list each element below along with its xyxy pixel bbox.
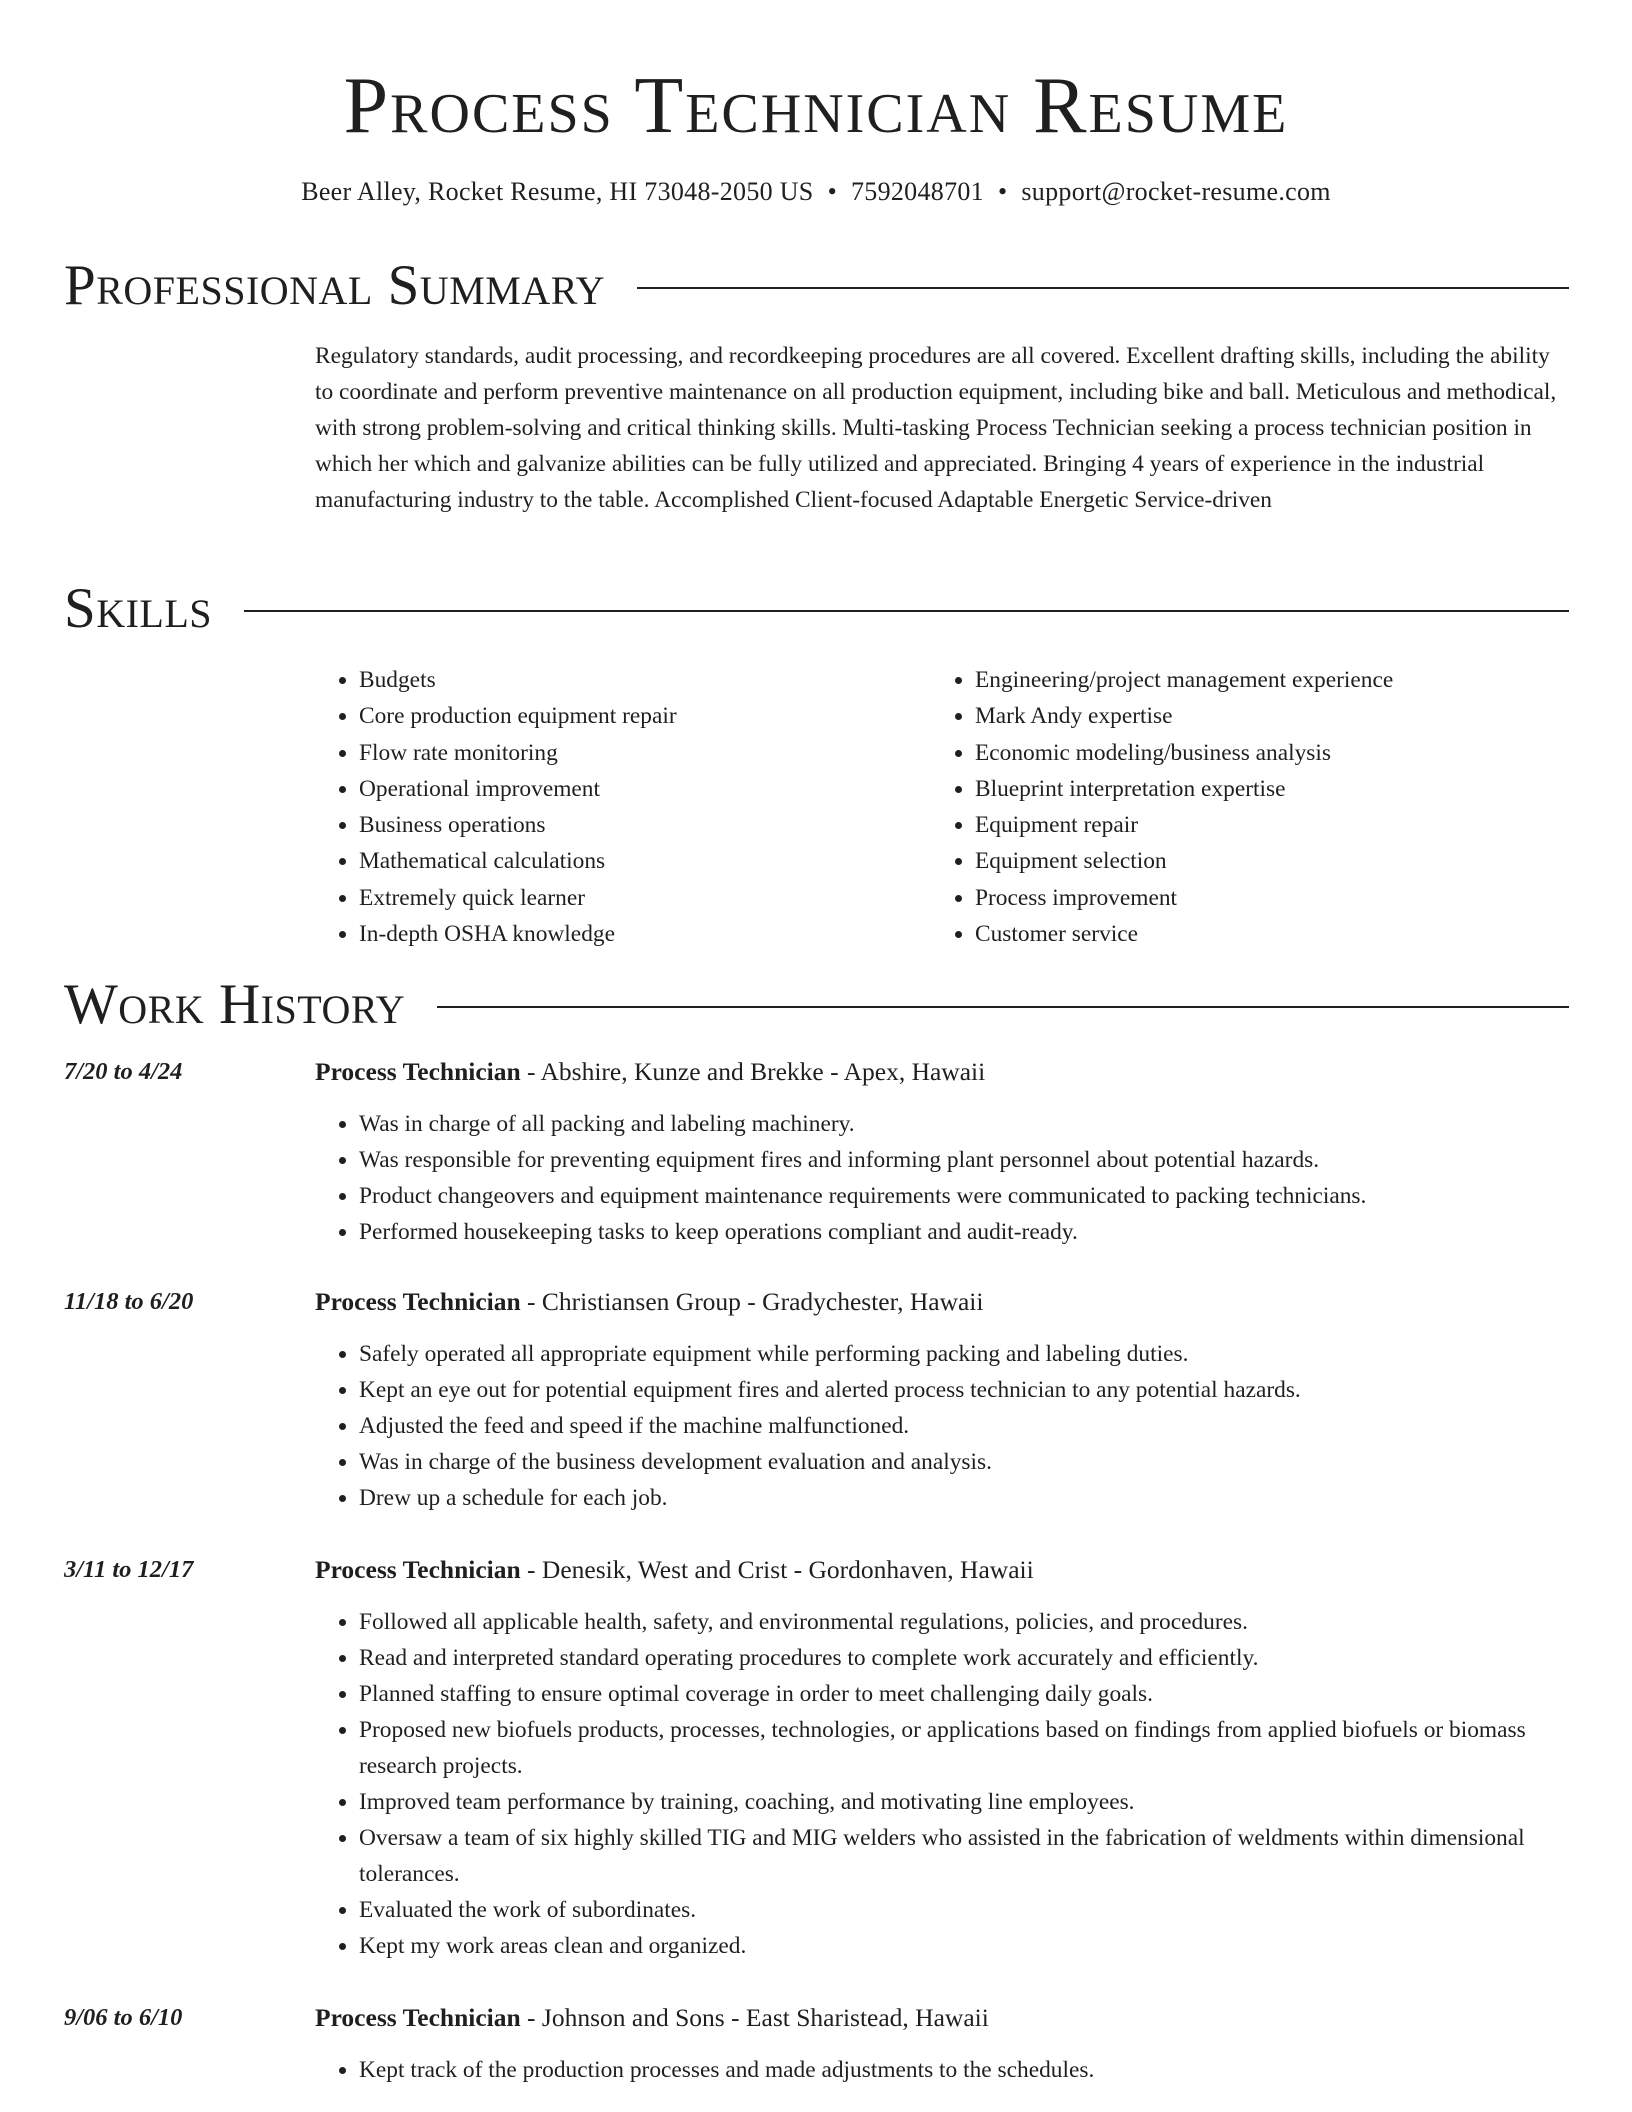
skill-item: • Budgets <box>359 662 931 698</box>
job-employer: - Johnson and Sons - East Sharistead, Hawaii <box>520 2003 989 2032</box>
job-role: Process Technician <box>315 1555 521 1584</box>
job-dates: 3/11 to 12/17 <box>64 1556 194 1583</box>
job-employer: - Denesik, West and Crist - Gordonhaven, Hawaii <box>520 1555 1034 1584</box>
contact-separator: • <box>997 177 1008 206</box>
job-duty: • Safely operated all appropriate equipment while performing packing and labeling duties. <box>359 1336 1567 1372</box>
work-section-header <box>64 973 1569 1037</box>
skill-item: • Engineering/project management experience <box>975 662 1547 698</box>
job-dates: 11/18 to 6/20 <box>64 1288 194 1315</box>
job-heading <box>315 1054 985 1090</box>
job-duty: • Was in charge of the business development evaluation and analysis. <box>359 1444 1567 1480</box>
job-duty: • Adjusted the feed and speed if the machine malfunctioned. <box>359 1408 1567 1444</box>
contact-address: Beer Alley, Rocket Resume, HI 73048-2050 US <box>301 177 814 206</box>
job-duty: • Drew up a schedule for each job. <box>359 1480 1567 1516</box>
resume-title: Process Technician Resume <box>343 62 1289 150</box>
skills-column-right <box>931 662 1547 952</box>
job-role: Process Technician <box>315 2003 521 2032</box>
job-duty: • Kept an eye out for potential equipment fires and alerted process technician to any potential hazards. <box>359 1372 1567 1408</box>
skill-item: • Extremely quick learner <box>359 880 931 916</box>
section-divider <box>244 610 1569 612</box>
job-duty: • Kept track of the production processes and made adjustments to the schedules. <box>359 2052 1567 2088</box>
job-duty: • Was responsible for preventing equipment fires and informing plant personnel about potential hazards. <box>359 1142 1567 1178</box>
job-employer: - Abshire, Kunze and Brekke - Apex, Hawaii <box>520 1057 986 1086</box>
job-duty: • Was in charge of all packing and labeling machinery. <box>359 1106 1567 1142</box>
skills-column-left <box>315 662 931 952</box>
summary-section-header <box>64 254 1569 318</box>
job-duty: • Followed all applicable health, safety, and environmental regulations, policies, and procedures. <box>359 1604 1567 1640</box>
job-duty: • Improved team performance by training, coaching, and motivating line employees. <box>359 1784 1567 1820</box>
job-duty: • Product changeovers and equipment maintenance requirements were communicated to packing technicians. <box>359 1178 1567 1214</box>
contact-line <box>0 175 1632 209</box>
job-dates: 9/06 to 6/10 <box>64 2004 183 2031</box>
contact-phone: 7592048701 <box>850 177 984 206</box>
job-duty: • Planned staffing to ensure optimal coverage in order to meet challenging daily goals. <box>359 1676 1567 1712</box>
summary-heading: Professional Summary <box>64 254 606 317</box>
job-duties <box>315 1336 1567 1516</box>
skill-item: • In-depth OSHA knowledge <box>359 916 931 952</box>
job-duty: • Performed housekeeping tasks to keep operations compliant and audit-ready. <box>359 1214 1567 1250</box>
skill-item: • Operational improvement <box>359 771 931 807</box>
job-duty: • Evaluated the work of subordinates. <box>359 1892 1567 1928</box>
job-duty: • Proposed new biofuels products, processes, technologies, or applications based on findings from applied biofuels or biomass research projects. <box>359 1712 1567 1784</box>
skill-item: • Customer service <box>975 916 1547 952</box>
skill-item: • Core production equipment repair <box>359 698 931 734</box>
job-duties <box>315 2052 1567 2088</box>
skills-list <box>315 662 1567 952</box>
job-heading <box>315 2000 989 2036</box>
section-divider <box>437 1006 1569 1008</box>
job-role: Process Technician <box>315 1057 521 1086</box>
contact-separator: • <box>827 177 837 206</box>
summary-text: Regulatory standards, audit processing, and recordkeeping procedures are all covered. Excellent drafting skills, including the ability to coordinate and perform preventive maintenance on all production equipment, including bike and ball. Meticulous and methodical, with strong problem-solving and critical thinking skills. Multi-tasking Process Technician seeking a process technician position in which her which and galvanize abilities can be fully utilized and appreciated. Bringing 4 years of experience in the industrial manufacturing industry to the table. Accomplished Client-focused Adaptable Energetic Service-driven <box>315 343 1557 513</box>
job-employer: - Christiansen Group - Gradychester, Hawaii <box>520 1287 984 1316</box>
job-duty: • Oversaw a team of six highly skilled TIG and MIG welders who assisted in the fabrication of weldments within dimensional tolerances. <box>359 1820 1567 1892</box>
job-heading <box>315 1284 983 1320</box>
skill-item: • Process improvement <box>975 880 1547 916</box>
skill-item: • Equipment repair <box>975 807 1547 843</box>
contact-email: support@rocket-resume.com <box>1021 177 1331 206</box>
job-role: Process Technician <box>315 1287 521 1316</box>
skill-item: • Flow rate monitoring <box>359 735 931 771</box>
skills-section-header <box>64 577 1569 641</box>
skill-item: • Business operations <box>359 807 931 843</box>
section-divider <box>637 287 1569 289</box>
job-duty: • Read and interpreted standard operating procedures to complete work accurately and efficiently. <box>359 1640 1567 1676</box>
skill-item: • Mark Andy expertise <box>975 698 1547 734</box>
job-duties <box>315 1106 1567 1250</box>
skill-item: • Mathematical calculations <box>359 843 931 879</box>
skill-item: • Economic modeling/business analysis <box>975 735 1547 771</box>
job-duties <box>315 1604 1567 1964</box>
skill-item: • Equipment selection <box>975 843 1547 879</box>
job-heading <box>315 1552 1034 1588</box>
skill-item: • Blueprint interpretation expertise <box>975 771 1547 807</box>
work-heading: Work History <box>64 973 406 1036</box>
job-dates: 7/20 to 4/24 <box>64 1058 183 1085</box>
job-duty: • Kept my work areas clean and organized. <box>359 1928 1567 1964</box>
skills-heading: Skills <box>64 577 213 640</box>
